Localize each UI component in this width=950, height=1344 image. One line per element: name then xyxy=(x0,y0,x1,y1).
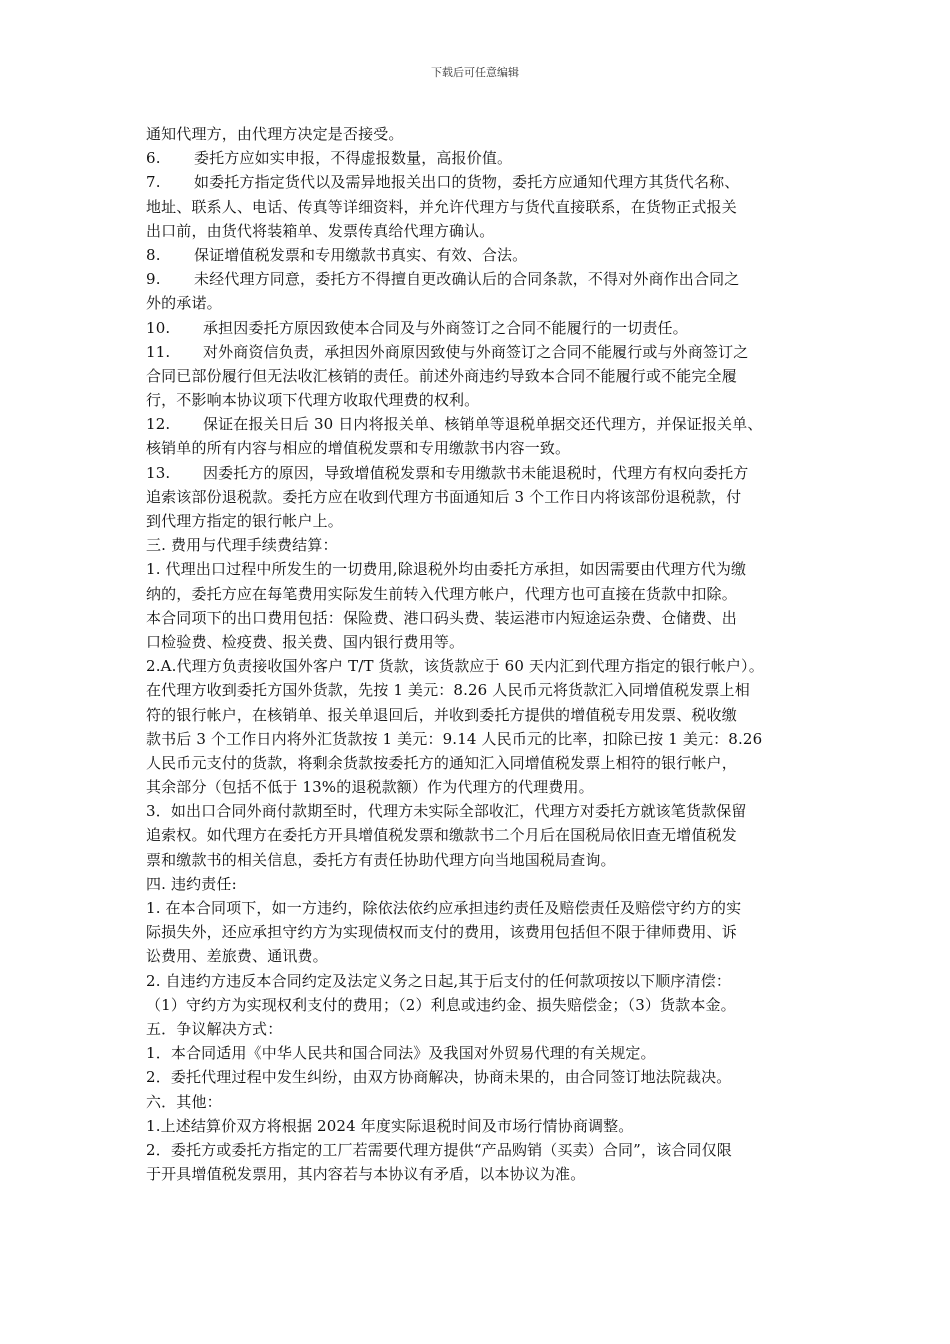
text-line: 1. 在本合同项下，如一方违约，除依法依约应承担违约责任及赔偿责任及赔偿守约方的实 xyxy=(146,899,742,917)
item-text: 因委托方的原因，导致增值税发票和专用缴款书未能退税时，代理方有权向委托方 xyxy=(203,463,749,482)
text-line: 1. 代理出口过程中所发生的一切费用,除退税外均由委托方承担，如因需要由代理方代为缴 xyxy=(146,560,747,579)
text-line: 追索该部份退税款。委托方应在收到代理方书面通知后 3 个工作日内将该部份退税款，付 xyxy=(146,487,742,506)
text-line xyxy=(146,316,806,340)
item-number: 11. xyxy=(146,342,171,361)
text-line xyxy=(146,146,806,170)
item-number: 13. xyxy=(146,463,171,482)
text-line: 本合同项下的出口费用包括：保险费、港口码头费、装运港市内短途运杂费、仓储费、出 xyxy=(146,608,737,627)
text-line xyxy=(146,170,806,194)
text-line: 人民币元支付的货款，将剩余货款按委托方的通知汇入同增值税发票上相符的银行帐户， xyxy=(146,753,737,772)
text-line: 2.A.代理方负责接收国外客户 T/T 货款，该货款应于 60 天内汇到代理方指定的银行帐户）。 xyxy=(146,657,764,676)
item-text: 如委托方指定货代以及需异地报关出口的货物，委托方应通知代理方其货代名称、 xyxy=(194,173,740,192)
item-number: 7. xyxy=(146,173,161,192)
text-line xyxy=(146,243,806,267)
text-line: 符的银行帐户，在核销单、报关单退回后，并收到委托方提供的增值税专用发票、税收缴 xyxy=(146,705,737,724)
document-body xyxy=(146,122,806,1186)
item-text: 保证在报关日后 30 日内将报关单、核销单等退税单据交还代理方，并保证报关单、 xyxy=(203,415,763,434)
item-number: 9. xyxy=(146,270,161,289)
text-line: 地址、联系人、电话、传真等详细资料，并允许代理方与货代直接联系，在货物正式报关 xyxy=(146,197,737,216)
text-line: 其余部分（包括不低于 13%的退税款额）作为代理方的代理费用。 xyxy=(146,778,594,797)
text-line xyxy=(146,267,806,291)
text-line: 核销单的所有内容与相应的增值税发票和专用缴款书内容一致。 xyxy=(146,439,571,458)
text-line: 合同已部份履行但无法收汇核销的责任。前述外商违约导致本合同不能履行或不能完全履 xyxy=(146,366,737,385)
text-line: 纳的，委托方应在每笔费用实际发生前转入代理方帐户，代理方也可直接在货款中扣除。 xyxy=(146,584,737,603)
item-number: 10. xyxy=(146,318,171,337)
item-text: 委托方应如实申报，不得虚报数量，高报价值。 xyxy=(194,149,513,168)
text-line: 款书后 3 个工作日内将外汇货款按 1 美元：9.14 人民币元的比率，扣除已按 1 美元：8.26 xyxy=(146,729,763,748)
item-text: 保证增值税发票和专用缴款书真实、有效、合法。 xyxy=(194,245,528,264)
text-line: 五．争议解决方式： xyxy=(146,1019,283,1038)
text-line: 1．本合同适用《中华人民共和国合同法》及我国对外贸易代理的有关规定。 xyxy=(146,1044,656,1063)
text-line xyxy=(146,461,806,485)
text-line: 1.上述结算价双方将根据 2024 年度实际退税时间及市场行情协商调整。 xyxy=(146,1116,634,1135)
text-line: 行，不影响本协议项下代理方收取代理费的权利。 xyxy=(146,391,480,410)
text-line: 四. 违约责任: xyxy=(146,874,237,893)
item-number: 12. xyxy=(146,415,171,434)
text-line: 口检验费、检疫费、报关费、国内银行费用等。 xyxy=(146,632,465,651)
text-line xyxy=(146,412,806,436)
text-line: 三. 费用与代理手续费结算： xyxy=(146,536,338,555)
text-line: 2．委托方或委托方指定的工厂若需要代理方提供“产品购销（买卖）合同”，该合同仅限 xyxy=(146,1140,732,1159)
text-line: 2. 自违约方违反本合同约定及法定义务之日起,其于后支付的任何款项按以下顺序清偿： xyxy=(146,971,732,990)
text-line: 追索权。如代理方在委托方开具增值税发票和缴款书二个月后在国税局依旧查无增值税发 xyxy=(146,826,737,845)
text-line: 六．其他： xyxy=(146,1092,222,1111)
item-text: 承担因委托方原因致使本合同及与外商签订之合同不能履行的一切责任。 xyxy=(203,318,688,337)
text-line: 讼费用、差旅费、通讯费。 xyxy=(146,947,328,966)
text-line: 2．委托代理过程中发生纠纷，由双方协商解决，协商未果的，由合同签订地法院裁决。 xyxy=(146,1068,732,1087)
text-line: 在代理方收到委托方国外货款，先按 1 美元：8.26 人民币元将货款汇入同增值税发票上相 xyxy=(146,681,750,700)
item-text: 对外商资信负责，承担因外商原因致使与外商签订之合同不能履行或与外商签订之 xyxy=(203,342,749,361)
text-line: 通知代理方，由代理方决定是否接受。 xyxy=(146,125,404,143)
text-line: 于开具增值税发票用，其内容若与本协议有矛盾，以本协议为准。 xyxy=(146,1165,586,1184)
item-number: 8. xyxy=(146,245,161,264)
item-text: 未经代理方同意，委托方不得擅自更改确认后的合同条款，不得对外商作出合同之 xyxy=(194,270,740,289)
text-line: 到代理方指定的银行帐户上。 xyxy=(146,512,343,530)
item-number: 6. xyxy=(146,149,161,168)
text-line: 票和缴款书的相关信息，委托方有责任协助代理方向当地国税局查询。 xyxy=(146,850,616,869)
text-line: 外的承诺。 xyxy=(146,294,222,313)
text-line: 3．如出口合同外商付款期至时，代理方未实际全部收汇，代理方对委托方就该笔货款保留 xyxy=(146,802,747,821)
text-line: 际损失外，还应承担守约方为实现债权而支付的费用，该费用包括但不限于律师费用、诉 xyxy=(146,923,737,942)
text-line: 出口前，由货代将装箱单、发票传真给代理方确认。 xyxy=(146,221,495,240)
text-line xyxy=(146,340,806,364)
text-line: （1）守约方为实现权利支付的费用；（2）利息或违约金、损失赔偿金；（3）货款本金。 xyxy=(146,995,736,1014)
page-header: 下载后可任意编辑 xyxy=(431,66,519,79)
